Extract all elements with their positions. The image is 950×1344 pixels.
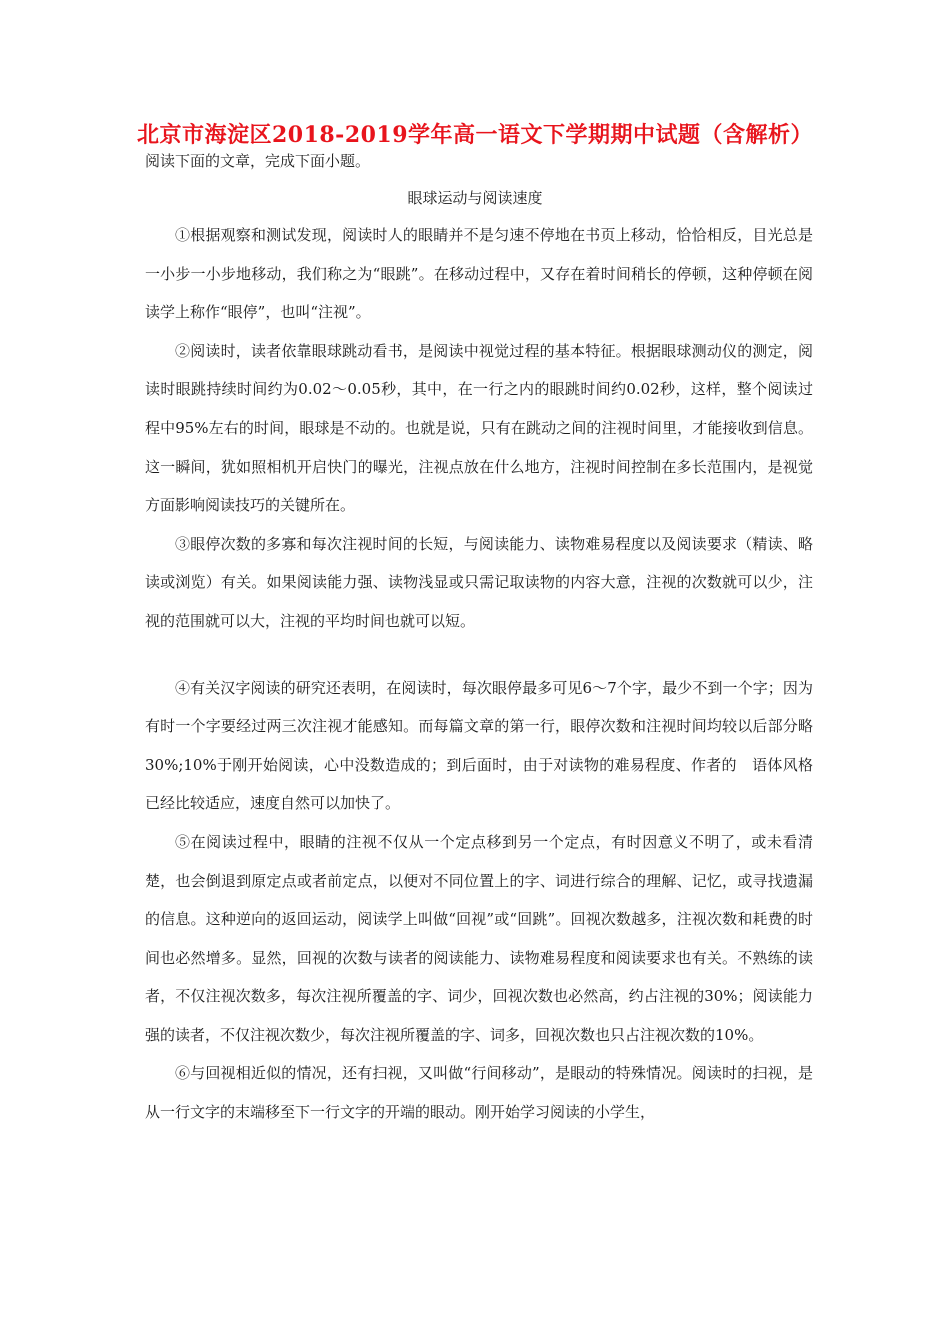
instruction-text: 阅读下面的文章，完成下面小题。 xyxy=(145,152,371,170)
article-title: 眼球运动与阅读速度 xyxy=(407,189,543,207)
article-body xyxy=(145,216,813,1132)
paragraph-2: ②阅读时，读者依靠眼球跳动看书，是阅读中视觉过程的基本特征。根据眼球测动仪的测定，阅读时眼跳持续时间约为0.02～0.05秒，其中，在一行之内的眼跳时间约0.02秒，这样，整个阅读过程中95%左右的时间，眼球是不动的。也就是说，只有在跳动之间的注视时间里，才能接收到信息。这一瞬间，犹如照相机开启快门的曝光，注视点放在什么地方，注视时间控制在多长范围内，是视觉方面影响阅读技巧的关键所在。 xyxy=(145,341,813,515)
document-title: 北京市海淀区2018-2019学年高一语文下学期期中试题（含解析） xyxy=(136,122,814,148)
paragraph-4: ④有关汉字阅读的研究还表明，在阅读时，每次眼停最多可见6～7个字，最少不到一个字；因为有时一个字要经过两三次注视才能感知。而每篇文章的第一行，眼停次数和注视时间均较以后部分略30%;10%于刚开始阅读，心中没数造成的；到后面时，由于对读物的难易程度、作者的 语体风格已经比较适应，速度自然可以加快了。 xyxy=(145,678,813,813)
paragraph-6: ⑥与回视相近似的情况，还有扫视，又叫做“行间移动”，是眼动的特殊情况。阅读时的扫视，是从一行文字的末端移至下一行文字的开端的眼动。刚开始学习阅读的小学生， xyxy=(145,1064,813,1122)
paragraph-3: ③眼停次数的多寡和每次注视时间的长短，与阅读能力、读物难易程度以及阅读要求（精读、略读或浏览）有关。如果阅读能力强、读物浅显或只需记取读物的内容大意，注视的次数就可以少，注视的范围就可以大，注视的平均时间也就可以短。 xyxy=(145,534,813,630)
paragraph-5: ⑤在阅读过程中，眼睛的注视不仅从一个定点移到另一个定点，有时因意义不明了，或未看清楚，也会倒退到原定点或者前定点，以便对不同位置上的字、词进行综合的理解、记忆，或寻找遗漏的信息。这种逆向的返回运动，阅读学上叫做“回视”或“回跳”。回视次数越多，注视次数和耗费的时间也必然增多。显然，回视的次数与读者的阅读能力、读物难易程度和阅读要求也有关。不熟练的读者，不仅注视次数多，每次注视所覆盖的字、词少，回视次数也必然高，约占注视的30%；阅读能力强的读者，不仅注视次数少，每次注视所覆盖的字、词多，回视次数也只占注视次数的10%。 xyxy=(145,832,813,1044)
paragraph-1: ①根据观察和测试发现，阅读时人的眼睛并不是匀速不停地在书页上移动，恰恰相反，目光总是一小步一小步地移动，我们称之为“眼跳”。在移动过程中，又存在着时间稍长的停顿，这种停顿在阅读学上称作“眼停”，也叫“注视”。 xyxy=(145,226,813,322)
paragraph-gap xyxy=(145,641,813,669)
